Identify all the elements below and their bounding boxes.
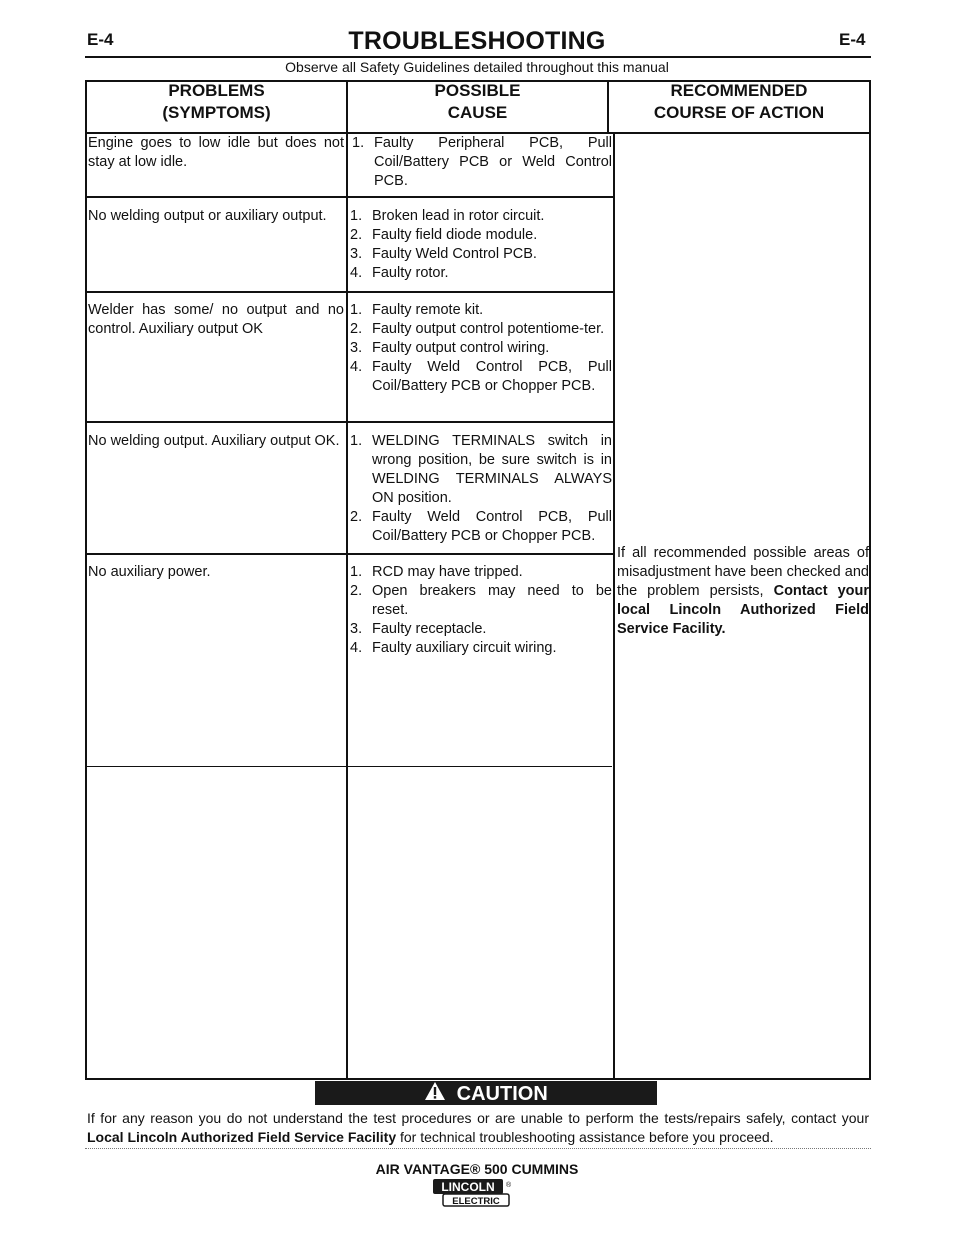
registered-mark: ® (506, 1182, 512, 1189)
cause-number: 2. (350, 509, 363, 525)
cause-list (348, 301, 612, 396)
lincoln-electric-logo (431, 1178, 513, 1208)
cause-text: Faulty Weld Control PCB. (372, 246, 537, 262)
cause-text: Faulty output control potentiome-ter. (372, 321, 605, 337)
cause-list (348, 563, 612, 658)
cause-item (348, 620, 612, 639)
table-bottom-border (85, 1078, 871, 1080)
cause-text: Faulty receptacle. (372, 621, 487, 637)
title-rule (85, 56, 871, 58)
action-text: If all recommended possible areas of misadjustment have been checked and the problem persists, (617, 545, 869, 599)
cause-text: Faulty Weld Control PCB, Pull Coil/Battery PCB or Chopper PCB. (372, 359, 612, 394)
column-header-problems (87, 80, 346, 124)
cause-text: WELDING TERMINALS switch in wrong position, be sure switch is in WELDING TERMINALS ALWAYS ON position. (372, 433, 612, 506)
cause-text: Broken lead in rotor circuit. (372, 208, 545, 224)
cause-item (350, 134, 612, 191)
cause-text: Faulty auxiliary circuit wiring. (372, 640, 557, 656)
column-divider-2 (613, 134, 615, 1080)
cause-list (348, 207, 612, 283)
cause-number: 1. (350, 208, 363, 224)
cause-number: 4. (350, 640, 363, 656)
cause-text: Open breakers may need to be reset. (372, 583, 612, 618)
caution-banner (315, 1081, 657, 1105)
logo-top-text: LINCOLN (441, 1180, 495, 1194)
problem-cell: No welding output or auxiliary output. (88, 208, 327, 224)
row-separator (87, 196, 614, 198)
cause-text: Faulty field diode module. (372, 227, 538, 243)
page-code-right: E-4 (839, 30, 866, 49)
cause-item (348, 207, 612, 226)
column-header-line: (SYMPTOMS) (162, 103, 271, 122)
column-header-cause (348, 80, 607, 124)
problem-cell: No welding output. Auxiliary output OK. (88, 433, 340, 449)
cause-number: 2. (350, 321, 363, 337)
logo-bottom-text: ELECTRIC (452, 1196, 500, 1207)
cause-text: RCD may have tripped. (372, 564, 523, 580)
cause-item (348, 320, 612, 339)
cause-number: 4. (350, 265, 363, 281)
caution-text (87, 1109, 869, 1147)
model-name: AIR VANTAGE® 500 CUMMINS (375, 1161, 579, 1177)
action-contact-text: Contact your local Lincoln Authorized Field Service Facility. (617, 583, 870, 637)
cause-item (348, 226, 612, 245)
column-header-action (609, 80, 869, 124)
table-left-border (85, 80, 87, 1080)
cause-item (348, 339, 612, 358)
cause-item (348, 358, 612, 396)
cause-text: Faulty output control wiring. (372, 340, 550, 356)
cause-item (348, 563, 612, 582)
cause-item (348, 264, 612, 283)
column-header-line: POSSIBLE (434, 81, 521, 100)
safety-subtitle: Observe all Safety Guidelines detailed throughout this manual (285, 59, 669, 75)
cause-text: Faulty remote kit. (372, 302, 484, 318)
cause-number: 1. (350, 302, 363, 318)
cause-number: 3. (350, 246, 363, 262)
cause-text: Faulty Weld Control PCB, Pull Coil/Battery PCB or Chopper PCB. (372, 509, 612, 544)
column-header-line: CAUSE (447, 103, 508, 122)
caution-text-after: for technical troubleshooting assistance before you proceed. (400, 1129, 774, 1145)
row-separator (85, 766, 612, 767)
table-right-border (869, 80, 871, 1080)
caution-contact: Local Lincoln Authorized Field Service Facility (87, 1129, 397, 1145)
cause-item (348, 245, 612, 264)
warning-triangle-icon (424, 1081, 446, 1106)
footer-divider (85, 1148, 871, 1149)
cause-item (348, 639, 612, 658)
caution-label: CAUTION (456, 1082, 548, 1105)
caution-text-before: If for any reason you do not understand the test procedures or are unable to perform the tests/repairs safely, contact your (87, 1110, 869, 1126)
cause-text: Faulty rotor. (372, 265, 449, 281)
cause-list (350, 134, 612, 191)
cause-number: 3. (350, 340, 363, 356)
cause-number: 2. (350, 227, 363, 243)
problem-cell: Engine goes to low idle but does not stay at low idle. (88, 135, 344, 170)
cause-item (348, 508, 612, 546)
cause-item (348, 582, 612, 620)
page-code-left: E-4 (87, 30, 114, 49)
cause-list (348, 432, 612, 546)
recommended-action (617, 544, 869, 639)
problem-cell: Welder has some/ no output and no control. Auxiliary output OK (88, 302, 344, 337)
cause-number: 2. (350, 583, 363, 599)
row-separator (87, 421, 614, 423)
column-header-line: RECOMMENDED (670, 81, 808, 100)
cause-number: 1. (352, 135, 365, 151)
problem-cell: No auxiliary power. (88, 564, 211, 580)
cause-number: 1. (350, 564, 363, 580)
cause-item (348, 301, 612, 320)
column-header-line: COURSE OF ACTION (653, 103, 825, 122)
row-separator (87, 291, 614, 293)
cause-text: Faulty Peripheral PCB, Pull Coil/Battery PCB or Weld Control PCB. (374, 135, 612, 189)
cause-number: 4. (350, 359, 363, 375)
cause-number: 1. (350, 433, 363, 449)
row-separator (87, 553, 614, 555)
page-title: TROUBLESHOOTING (348, 27, 606, 55)
cause-number: 3. (350, 621, 363, 637)
column-header-line: PROBLEMS (168, 81, 265, 100)
cause-item (348, 432, 612, 508)
